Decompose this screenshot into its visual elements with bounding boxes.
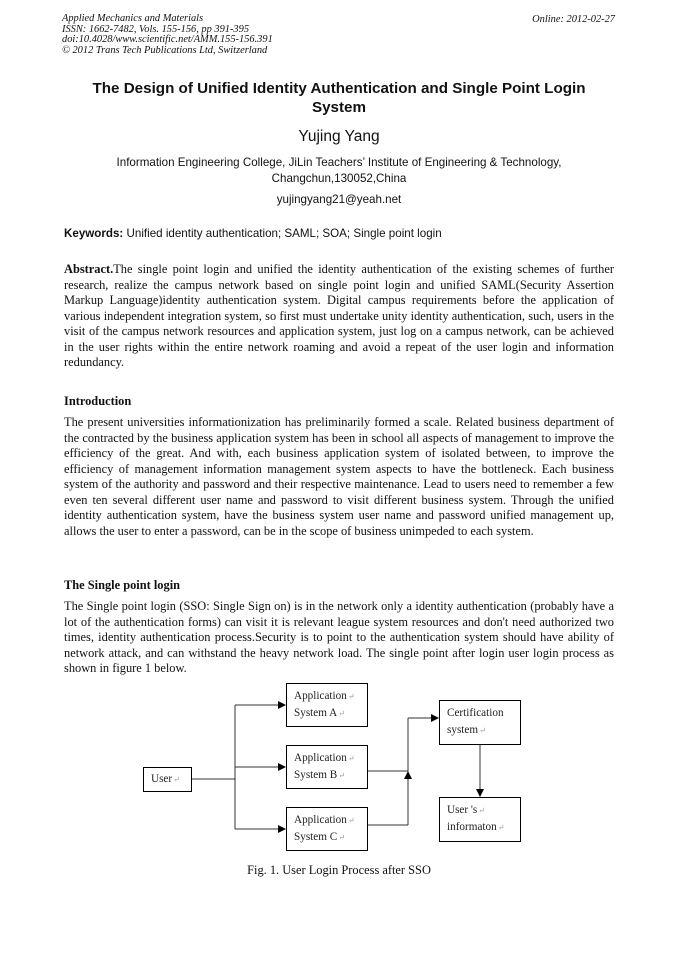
return-mark-icon: ↵ (347, 754, 355, 763)
copyright-line: © 2012 Trans Tech Publications Ltd, Switzerland (62, 44, 268, 56)
node-text: Application (294, 814, 347, 826)
return-mark-icon: ↵ (497, 823, 505, 832)
section-body-single-point-login: The Single point login (SSO: Single Sign on) is in the network only a identity authentication (probably have a lot of the authentication forms) can visit it is relevant league system resources and don't need authorized two times, identity authentication process.Security is to point to the authentication system should have ability of network attack, and can withstand the heavy network load. The single point after login user login process as shown in figure 1 below. (64, 599, 614, 676)
node-text: System C (294, 831, 338, 843)
node-text: System A (294, 707, 338, 719)
keywords (64, 227, 442, 240)
diagram-node-user-information (439, 797, 521, 842)
author-name: Yujing Yang (298, 128, 380, 145)
author-affiliation: Information Engineering College, JiLin Teachers’ Institute of Engineering & Technology, Changchun,130052,China (116, 156, 562, 185)
return-mark-icon: ↵ (338, 833, 345, 842)
abstract (64, 262, 614, 371)
return-mark-icon: ↵ (173, 775, 180, 784)
return-mark-icon: ↵ (338, 771, 345, 780)
node-text: Application (294, 752, 347, 764)
node-text: informaton (447, 821, 497, 833)
diagram-node-user (143, 767, 192, 792)
section-heading-single-point-login: The Single point login (64, 578, 181, 592)
node-text: system (447, 724, 479, 736)
online-date: Online: 2012-02-27 (532, 14, 615, 25)
node-text: User (151, 773, 173, 785)
section-body-introduction: The present universities informationization has preliminarily formed a scale. Related business department of the contracted by the business application system has been in school all aspects of management to improve the efficiency of the great. And with, each business application system of isolated between, to improve the efficiency of management information management system aspects to have the bottleneck. Each business system of the authority and password and their respective maintenance. Lead to users need to remember a few even ten several different user name and password to visit different business system. Through the unified identity authentication system, have the business system user name and password unified management up, allows the user to enter a password, can be in the scope of business unimpeded to each system. (64, 415, 614, 538)
journal-name: Applied Mechanics and Materials (62, 13, 204, 24)
issn-line: ISSN: 1662-7482, Vols. 155-156, pp 391-395 (62, 23, 250, 35)
keywords-label: Keywords: (64, 227, 124, 240)
running-header (62, 14, 273, 56)
abstract-label: Abstract. (64, 262, 114, 276)
node-text: Application (294, 690, 347, 702)
return-mark-icon: ↵ (338, 709, 345, 718)
keywords-text: Unified identity authentication; SAML; SOA; Single point login (126, 227, 442, 240)
node-text: Certification (447, 707, 504, 719)
return-mark-icon: ↵ (347, 816, 355, 825)
return-mark-icon: ↵ (478, 806, 485, 815)
author-email: yujingyang21@yeah.net (276, 193, 402, 206)
diagram-node-certification-system (439, 700, 521, 745)
doi-line: doi:10.4028/www.scientific.net/AMM.155-156.391 (62, 34, 273, 46)
node-text: System B (294, 769, 338, 781)
diagram-node-application-system-a (286, 683, 368, 727)
diagram-node-application-system-c (286, 807, 368, 851)
figure-caption: Fig. 1. User Login Process after SSO (247, 863, 431, 877)
node-text: User 's (447, 804, 478, 816)
abstract-text: The single point login and unified the identity authentication of the existing schemes of further research, realize the campus network based on single point login and unified SAML(Security Assertion Markup Language)identity authentication system. Digital campus requirements before the application of various independent integration system, so first must undertake unity identity authentication, such, users in the visit of the campus network resources and application system, just log on a campus network, can be achieved in the user rights within the entire network roaming and avoid a repeat of the user login and information redundancy. (64, 262, 614, 370)
diagram-node-application-system-b (286, 745, 368, 789)
section-heading-introduction: Introduction (64, 394, 132, 408)
paper-title: The Design of Unified Identity Authentication and Single Point Login System (92, 80, 586, 116)
return-mark-icon: ↵ (347, 692, 355, 701)
return-mark-icon: ↵ (479, 726, 486, 735)
